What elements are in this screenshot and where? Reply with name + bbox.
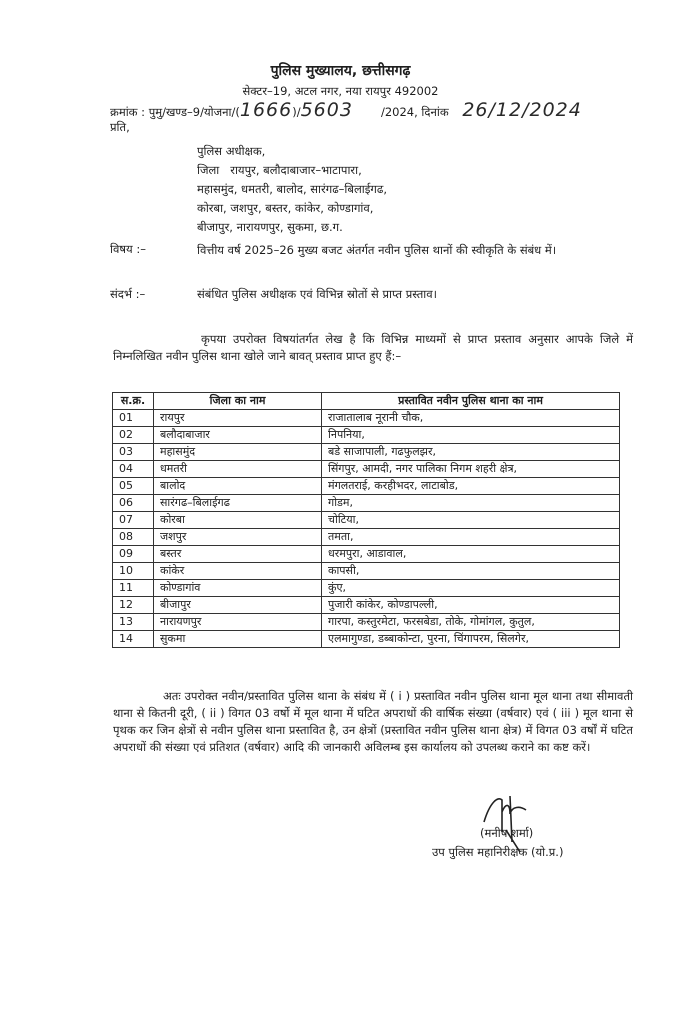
cell-serial: 04: [113, 461, 154, 478]
table-row: [113, 614, 620, 631]
office-address: सेक्टर–19, अटल नगर, नया रायपुर 492002: [242, 84, 439, 98]
cell-district: सारंगढ–बिलाईगढ: [154, 495, 322, 512]
subject-text: वित्तीय वर्ष 2025–26 मुख्य बजट अंतर्गत नवीन पुलिस थानों की स्वीकृति के संबंध में।: [197, 243, 557, 257]
table-row: [113, 529, 620, 546]
cell-proposed-station: सिंगपुर, आमदी, नगर पालिका निगम शहरी क्षेत्र,: [322, 461, 620, 478]
cell-serial: 09: [113, 546, 154, 563]
cell-serial: 03: [113, 444, 154, 461]
cell-proposed-station: चोटिया,: [322, 512, 620, 529]
cell-district: नारायणपुर: [154, 614, 322, 631]
ref-handwritten-2: 5603: [300, 99, 353, 121]
header-proposed-station: प्रस्तावित नवीन पुलिस थाना का नाम: [322, 393, 620, 410]
cell-serial: 02: [113, 427, 154, 444]
reference-number-line: [110, 99, 582, 121]
cell-proposed-station: गोडम,: [322, 495, 620, 512]
table-row: [113, 444, 620, 461]
cell-proposed-station: गारपा, कस्तुरमेटा, फरसबेडा, तोके, गोमांगल, कुतुल,: [322, 614, 620, 631]
cell-proposed-station: मंगलतराई, करहीभदर, लाटाबोड,: [322, 478, 620, 495]
cell-district: सुकमा: [154, 631, 322, 648]
office-title: पुलिस मुख्यालय, छत्तीसगढ़: [270, 63, 411, 79]
addressee-line: महासमुंद, धमतरी, बालोद, सारंगढ–बिलाईगढ,: [197, 182, 387, 196]
cell-district: बीजापुर: [154, 597, 322, 614]
table-row: [113, 597, 620, 614]
table-row: [113, 495, 620, 512]
cell-proposed-station: बडे साजापाली, गढफुलझर,: [322, 444, 620, 461]
cell-district: कोरबा: [154, 512, 322, 529]
closing-paragraph: अतः उपरोक्त नवीन/प्रस्तावित पुलिस थाना के संबंध में ( i ) प्रस्तावित नवीन पुलिस थाना मूल थाना तथा सीमावती थाना से कितनी दूरी, ( ii ) विगत 03 वर्षो में मूल थाना में घटित अपराधों की वार्षिक संख्या (वर्षवार) एवं ( iii ) मूल थाना से पृथक कर जिन क्षेत्रों से नवीन पुलिस थाना प्रस्तावित है, उन क्षेत्रों (प्रस्तावित नवीन पुलिस थाना क्षेत्र) में विगत 03 वर्षों में घटित अपराधों की संख्या एवं प्रतिशत (वर्षवार) आदि की जानकारी अविलम्ब इस कार्यालय को उपलब्ध कराने का कष्ट करें।: [113, 689, 633, 754]
cell-proposed-station: राजातालाब नूरानी चौक,: [322, 410, 620, 427]
intro-paragraph: कृपया उपरोक्त विषयांतर्गत लेख है कि विभिन्न माध्यमों से प्राप्त प्रस्ताव अनुसार आपके जिले में निम्नलिखित नवीन पुलिस थाना खोले जाने बावत् प्रस्ताव प्राप्त हुए हैं:–: [113, 332, 633, 363]
cell-district: महासमुंद: [154, 444, 322, 461]
reference-label: संदर्भ :–: [110, 287, 146, 301]
cell-proposed-station: धरमपुरा, आडावाल,: [322, 546, 620, 563]
cell-serial: 01: [113, 410, 154, 427]
ref-handwritten-1: 1666: [239, 99, 293, 121]
reference-text: संबंधित पुलिस अधीक्षक एवं विभिन्न स्रोतों से प्राप्त प्रस्ताव।: [197, 287, 438, 301]
cell-proposed-station: निपनिया,: [322, 427, 620, 444]
table-row: [113, 580, 620, 597]
addressee-line: बीजापुर, नारायणपुर, सुकमा, छ.ग.: [197, 220, 343, 234]
cell-proposed-station: तमता,: [322, 529, 620, 546]
subject-label: विषय :–: [110, 242, 146, 256]
cell-district: बस्तर: [154, 546, 322, 563]
addressee-line: पुलिस अधीक्षक,: [197, 144, 266, 158]
ref-label: क्रमांक : पुमु/खण्ड–9/योजना/(: [110, 105, 240, 119]
header-serial: स.क्र.: [113, 393, 154, 410]
cell-serial: 12: [113, 597, 154, 614]
cell-serial: 14: [113, 631, 154, 648]
cell-district: जशपुर: [154, 529, 322, 546]
table-header-row: [113, 393, 620, 410]
cell-district: कोण्डागांव: [154, 580, 322, 597]
ref-mid: )/: [292, 105, 301, 119]
cell-serial: 11: [113, 580, 154, 597]
date-handwritten: 26/12/2024: [462, 99, 582, 121]
table-row: [113, 546, 620, 563]
cell-district: बालोद: [154, 478, 322, 495]
cell-serial: 06: [113, 495, 154, 512]
ref-year-date-label: /2024, दिनांक: [380, 105, 449, 119]
signatory-name: (मनीष शर्मा): [480, 826, 534, 840]
header-district: जिला का नाम: [154, 393, 322, 410]
addressee-line: जिला रायपुर, बलौदाबाजार–भाटापारा,: [197, 163, 362, 177]
table-row: [113, 461, 620, 478]
cell-district: कांकेर: [154, 563, 322, 580]
cell-district: बलौदाबाजार: [154, 427, 322, 444]
cell-serial: 05: [113, 478, 154, 495]
cell-serial: 07: [113, 512, 154, 529]
cell-district: रायपुर: [154, 410, 322, 427]
proposed-police-stations-table: [112, 392, 620, 648]
cell-proposed-station: पुजारी कांकेर, कोण्डापल्ली,: [322, 597, 620, 614]
cell-serial: 10: [113, 563, 154, 580]
table-row: [113, 478, 620, 495]
prati-label: प्रति,: [110, 120, 130, 134]
table-row: [113, 427, 620, 444]
signatory-designation: उप पुलिस महानिरीक्षक (यो.प्र.): [432, 845, 564, 859]
cell-proposed-station: कुंए,: [322, 580, 620, 597]
cell-serial: 13: [113, 614, 154, 631]
table-row: [113, 512, 620, 529]
table-row: [113, 410, 620, 427]
cell-serial: 08: [113, 529, 154, 546]
addressee-line: कोरबा, जशपुर, बस्तर, कांकेर, कोण्डागांव,: [197, 201, 374, 215]
cell-proposed-station: एलमागुण्डा, डब्बाकोन्टा, पुरना, चिंगापरम, सिलगेर,: [322, 631, 620, 648]
table-row: [113, 563, 620, 580]
table-row: [113, 631, 620, 648]
cell-district: धमतरी: [154, 461, 322, 478]
cell-proposed-station: कापसी,: [322, 563, 620, 580]
